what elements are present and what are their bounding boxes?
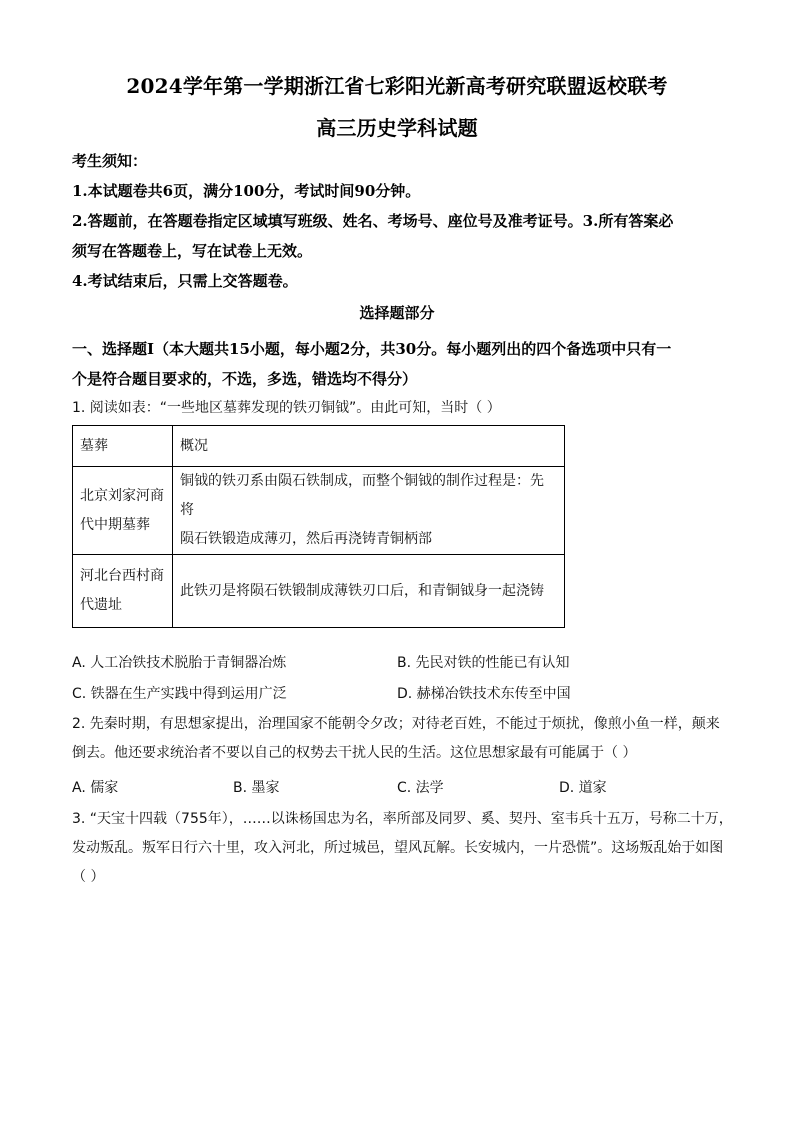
question-1-option-c[interactable]: C. 铁器在生产实践中得到运用广泛	[72, 686, 287, 702]
notice-block	[72, 146, 732, 296]
question-2-stem-line-1: 2. 先秦时期，有思想家提出，治理国家不能朝令夕改；对待老百姓，不能过于烦扰，像煎小鱼一样，颠来	[72, 716, 720, 732]
table-cell-desc	[173, 555, 565, 628]
table-row	[73, 555, 565, 628]
section-title: 选择题部分	[359, 304, 435, 322]
question-3-stem-line-1: 3. “天宝十四载（755年），……以诛杨国忠为名，率所部及同罗、奚、契丹、室韦兵十五万，号称二十万，	[72, 811, 733, 827]
question-2-stem-line-2: 倒去。他还要求统治者不要以自己的权势去干扰人民的生活。这位思想家最有可能属于（ ）	[72, 745, 637, 761]
question-1-option-b[interactable]: B. 先民对铁的性能已有认知	[397, 655, 570, 671]
question-2-stem	[72, 710, 732, 768]
notice-item-4: 4.考试结束后，只需上交答题卷。	[72, 272, 298, 290]
question-3-stem	[72, 805, 732, 892]
table-row	[73, 467, 565, 555]
table-cell-line: 河北台西村商	[80, 568, 164, 584]
table-cell-line: 北京刘家河商	[80, 487, 164, 504]
table-cell-line: 此铁刃是将陨石铁锻制成薄铁刃口后，和青铜钺身一起浇铸	[180, 582, 544, 599]
table-cell-line: 代遗址	[80, 597, 122, 613]
question-3-stem-line-3: （ ）	[72, 869, 105, 885]
question-2-option-d[interactable]: D. 道家	[559, 780, 607, 796]
question-1-option-a[interactable]: A. 人工冶铁技术脱胎于青铜器冶炼	[72, 655, 287, 671]
part-instructions-line-1: 一、选择题Ⅰ（本大题共15小题，每小题2分，共30分。每小题列出的四个备选项中只有一	[72, 340, 672, 358]
notice-item-2-line-2: 须写在答题卷上，写在试卷上无效。	[72, 242, 313, 260]
part-instructions-line-2: 个是符合题目要求的，不选，多选，错选均不得分）	[72, 370, 418, 388]
table-cell-line: 代中期墓葬	[80, 516, 150, 533]
notice-item-1: 1.本试题卷共6页，满分100分，考试时间90分钟。	[72, 182, 421, 200]
notice-item-2-line-1: 2.答题前，在答题卷指定区域填写班级、姓名、考场号、座位号及准考证号。3.所有答案必	[72, 212, 674, 230]
table-header-row	[73, 426, 565, 467]
question-1-option-d[interactable]: D. 赫梯冶铁技术东传至中国	[397, 686, 571, 702]
table-header-cell: 墓葬	[73, 426, 173, 467]
question-1-stem: 1. 阅读如表：“一些地区墓葬发现的铁刃铜钺”。由此可知，当时（ ）	[72, 400, 501, 416]
table-cell-line: 陨石铁锻造成薄刃，然后再浇铸青铜柄部	[180, 531, 432, 547]
table-cell-line: 铜钺的铁刃系由陨石铁制成，而整个铜钺的制作过程是：先将	[180, 473, 544, 518]
table-cell-desc	[173, 467, 565, 555]
question-2-option-a[interactable]: A. 儒家	[72, 780, 119, 796]
exam-subtitle: 高三历史学科试题	[316, 116, 478, 140]
notice-heading: 考生须知：	[72, 152, 148, 170]
question-2-option-b[interactable]: B. 墨家	[233, 780, 280, 796]
exam-title: 2024学年第一学期浙江省七彩阳光新高考研究联盟返校联考	[126, 74, 668, 98]
part-instructions	[72, 334, 732, 394]
table-cell-site	[73, 555, 173, 628]
question-2-option-c[interactable]: C. 法学	[397, 780, 444, 796]
question-3-stem-line-2: 发动叛乱。叛军日行六十里，攻入河北，所过城邑，望风瓦解。长安城内，一片恐慌”。这场叛乱始于如图	[72, 840, 724, 856]
table-header-cell: 概况	[173, 426, 565, 467]
table-cell-site	[73, 467, 173, 555]
question-1-table	[72, 425, 565, 628]
